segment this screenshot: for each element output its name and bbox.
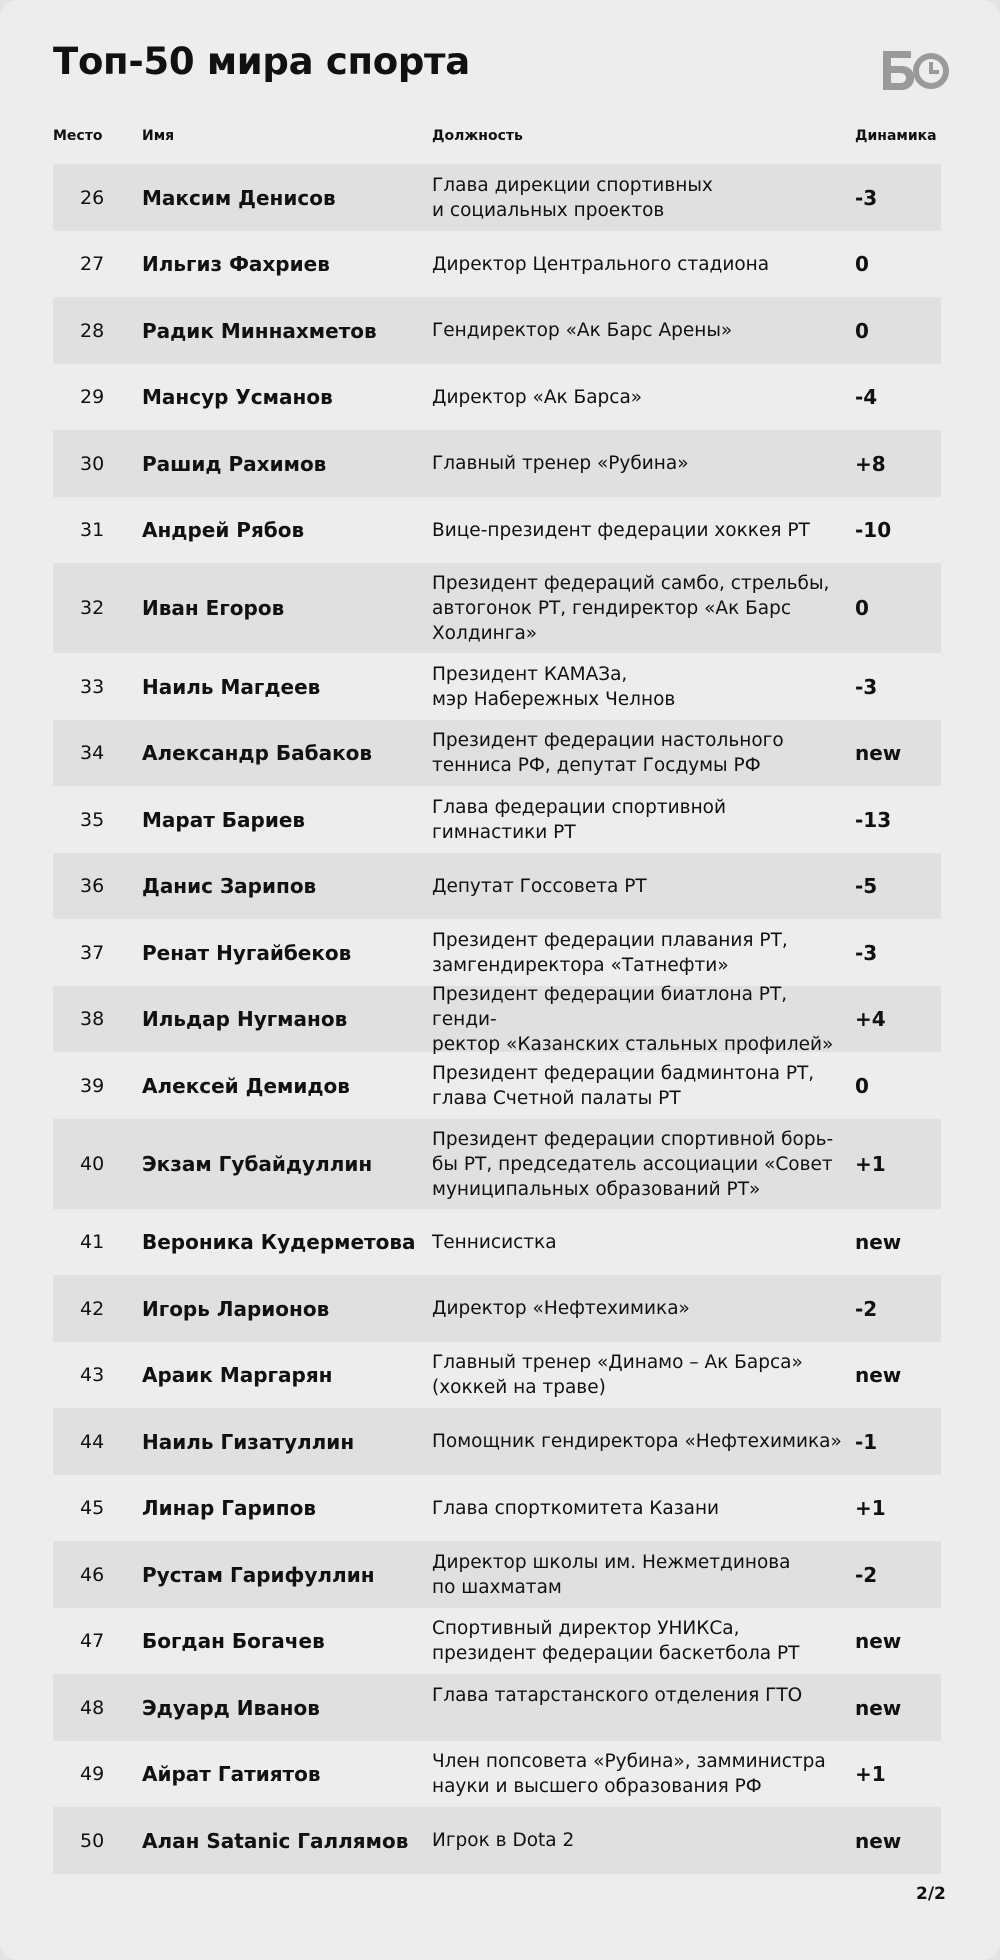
position-line: Главный тренер «Рубина» bbox=[432, 453, 689, 474]
position-cell bbox=[432, 1127, 855, 1202]
name-cell: Марат Бариев bbox=[142, 807, 306, 832]
table-row bbox=[53, 919, 941, 986]
dynamics-cell: 0 bbox=[855, 252, 869, 276]
dynamics-cell: 0 bbox=[855, 318, 869, 343]
name-cell: Алан Satanic Галлямов bbox=[142, 1828, 409, 1853]
table-row bbox=[53, 1807, 941, 1874]
rank-cell: 40 bbox=[80, 1153, 105, 1175]
name-cell: Игорь Ларионов bbox=[142, 1296, 330, 1321]
name-cell: Эдуард Иванов bbox=[142, 1695, 320, 1720]
rank-cell: 26 bbox=[80, 186, 105, 209]
rank-cell: 36 bbox=[80, 875, 105, 897]
dynamics-cell: -1 bbox=[855, 1429, 878, 1454]
table-row bbox=[53, 563, 941, 653]
table-row bbox=[53, 1275, 941, 1342]
name-cell: Богдан Богачев bbox=[142, 1629, 325, 1653]
table-row bbox=[53, 297, 941, 364]
dynamics-cell: -3 bbox=[855, 185, 878, 210]
position-cell bbox=[432, 1683, 855, 1733]
name-cell: Наиль Магдеев bbox=[142, 674, 321, 699]
table-row bbox=[53, 364, 941, 430]
position-line: мэр Набережных Челнов bbox=[432, 688, 676, 710]
rank-cell: 47 bbox=[80, 1630, 105, 1652]
name-cell: Айрат Гатиятов bbox=[142, 1762, 321, 1786]
position-line: Директор школы им. Нежметдинова bbox=[432, 1551, 791, 1573]
position-line: Глава татарстанского отделения ГТО bbox=[432, 1684, 803, 1706]
position-line: Президент федерации спортивной борь- bbox=[432, 1128, 834, 1150]
rank-cell: 38 bbox=[80, 1008, 105, 1030]
position-cell bbox=[432, 1828, 855, 1853]
position-line: автогонок РТ, гендиректор «Ак Барс bbox=[432, 597, 792, 619]
rank-cell: 33 bbox=[80, 675, 105, 698]
position-line: ректор «Казанских стальных профилей» bbox=[432, 1033, 834, 1055]
dynamics-cell: new bbox=[855, 1629, 902, 1653]
position-cell bbox=[432, 1061, 855, 1111]
position-cell bbox=[432, 1616, 855, 1666]
table-row bbox=[53, 164, 941, 231]
name-cell: Ильдар Нугманов bbox=[142, 1007, 348, 1031]
rank-cell: 35 bbox=[80, 808, 105, 831]
rank-cell: 43 bbox=[80, 1364, 105, 1386]
dynamics-cell: 0 bbox=[855, 1073, 869, 1098]
table-row bbox=[53, 1052, 941, 1119]
name-cell: Радик Миннахметов bbox=[142, 318, 377, 343]
rank-cell: 48 bbox=[80, 1696, 105, 1719]
table-row bbox=[53, 1674, 941, 1741]
position-line: Директор «Ак Барса» bbox=[432, 386, 643, 408]
table-row bbox=[53, 1408, 941, 1475]
position-cell bbox=[432, 1429, 855, 1454]
name-cell: Андрей Рябов bbox=[142, 518, 305, 542]
name-cell: Наиль Гизатуллин bbox=[142, 1429, 355, 1454]
name-cell: Линар Гарипов bbox=[142, 1496, 317, 1520]
position-cell bbox=[432, 982, 855, 1057]
dynamics-cell: -10 bbox=[855, 518, 892, 542]
position-line: (хоккей на траве) bbox=[432, 1377, 606, 1398]
position-line: Вице-президент федерации хоккея РТ bbox=[432, 519, 810, 541]
name-cell: Мансур Усманов bbox=[142, 385, 333, 409]
position-cell bbox=[432, 1749, 855, 1799]
position-line: замгендиректора «Татнефти» bbox=[432, 954, 729, 976]
position-line: Спортивный директор УНИКСа, bbox=[432, 1618, 740, 1639]
position-line: Глава дирекции спортивных bbox=[432, 174, 713, 196]
table-row bbox=[53, 720, 941, 786]
name-cell: Максим Денисов bbox=[142, 185, 336, 210]
dynamics-cell: -2 bbox=[855, 1562, 878, 1587]
position-line: Президент федераций самбо, стрельбы, bbox=[432, 572, 830, 594]
position-line: Холдинга» bbox=[432, 622, 538, 644]
position-line: Директор «Нефтехимика» bbox=[432, 1298, 690, 1319]
name-cell: Александр Бабаков bbox=[142, 741, 373, 765]
position-line: бы РТ, председатель ассоциации «Совет bbox=[432, 1153, 833, 1175]
page-indicator: 2/2 bbox=[916, 1884, 946, 1904]
position-cell bbox=[432, 662, 855, 712]
table-row bbox=[53, 1209, 941, 1275]
table-row bbox=[53, 983, 941, 1055]
position-line: Президент федерации плавания РТ, bbox=[432, 929, 788, 951]
column-header-name: Имя bbox=[142, 128, 175, 144]
position-line bbox=[432, 1708, 855, 1733]
table-row bbox=[53, 1342, 941, 1408]
name-cell: Араик Маргарян bbox=[142, 1363, 333, 1387]
dynamics-cell: +1 bbox=[855, 1762, 886, 1786]
rank-cell: 30 bbox=[80, 452, 105, 475]
dynamics-cell: 0 bbox=[855, 596, 869, 620]
dynamics-cell: new bbox=[855, 1695, 902, 1720]
table-row bbox=[53, 653, 941, 720]
position-line: Член попсовета «Рубина», замминистра bbox=[432, 1751, 826, 1772]
position-line: муниципальных образований РТ» bbox=[432, 1178, 761, 1200]
position-cell bbox=[432, 518, 855, 543]
position-line: тенниса РФ, депутат Госдумы РФ bbox=[432, 755, 761, 776]
position-line: Депутат Госсовета РТ bbox=[432, 875, 647, 897]
table-row bbox=[53, 497, 941, 563]
position-cell bbox=[432, 1296, 855, 1321]
dynamics-cell: +1 bbox=[855, 1152, 886, 1176]
rank-cell: 44 bbox=[80, 1430, 105, 1453]
position-line: Гендиректор «Ак Барс Арены» bbox=[432, 320, 733, 341]
position-cell bbox=[432, 173, 855, 223]
position-cell bbox=[432, 385, 855, 410]
name-cell: Данис Зарипов bbox=[142, 874, 317, 898]
rank-cell: 32 bbox=[80, 597, 105, 619]
table-row bbox=[53, 786, 941, 853]
table-row bbox=[53, 1608, 941, 1674]
position-cell bbox=[432, 318, 855, 343]
rank-cell: 42 bbox=[80, 1297, 105, 1320]
position-line: Глава спорткомитета Казани bbox=[432, 1497, 720, 1519]
name-cell: Ильгиз Фахриев bbox=[142, 252, 330, 276]
position-cell bbox=[432, 728, 855, 778]
position-cell bbox=[432, 571, 855, 646]
table-row bbox=[53, 1475, 941, 1541]
ranking-table bbox=[53, 164, 941, 1874]
table-row bbox=[53, 1541, 941, 1608]
bo-logo-icon bbox=[881, 48, 949, 92]
position-cell bbox=[432, 795, 855, 845]
dynamics-cell: -3 bbox=[855, 940, 878, 965]
dynamics-cell: new bbox=[855, 741, 902, 765]
rank-cell: 31 bbox=[80, 519, 105, 541]
table-row bbox=[53, 853, 941, 919]
position-line: Помощник гендиректора «Нефтехимика» bbox=[432, 1431, 842, 1452]
dynamics-cell: new bbox=[855, 1363, 902, 1387]
rank-cell: 46 bbox=[80, 1563, 105, 1586]
position-line: Теннисистка bbox=[432, 1231, 557, 1253]
column-header-dynamics: Динамика bbox=[855, 128, 937, 144]
rank-cell: 39 bbox=[80, 1074, 105, 1097]
dynamics-cell: -13 bbox=[855, 807, 892, 832]
dynamics-cell: new bbox=[855, 1828, 902, 1853]
position-cell bbox=[432, 928, 855, 978]
dynamics-cell: -3 bbox=[855, 674, 878, 699]
rank-cell: 27 bbox=[80, 253, 105, 275]
table-header bbox=[53, 128, 943, 150]
rank-cell: 37 bbox=[80, 941, 105, 964]
rank-cell: 50 bbox=[80, 1829, 105, 1852]
rank-cell: 28 bbox=[80, 319, 105, 342]
position-cell bbox=[432, 451, 855, 476]
dynamics-cell: +4 bbox=[855, 1007, 886, 1031]
name-cell: Ренат Нугайбеков bbox=[142, 940, 352, 965]
rank-cell: 45 bbox=[80, 1497, 105, 1519]
position-cell bbox=[432, 1496, 855, 1521]
position-line: Директор Центрального стадиона bbox=[432, 253, 770, 275]
dynamics-cell: -4 bbox=[855, 385, 878, 409]
dynamics-cell: +8 bbox=[855, 451, 886, 476]
rank-cell: 49 bbox=[80, 1763, 105, 1785]
position-line: по шахматам bbox=[432, 1576, 562, 1598]
dynamics-cell: -2 bbox=[855, 1296, 878, 1321]
column-header-position: Должность bbox=[432, 128, 523, 144]
name-cell: Рустам Гарифуллин bbox=[142, 1562, 375, 1587]
position-line: глава Счетной палаты РТ bbox=[432, 1087, 681, 1109]
position-cell bbox=[432, 874, 855, 899]
table-row bbox=[53, 1119, 941, 1209]
position-line: Президент федерации биатлона РТ, генди- bbox=[432, 983, 788, 1030]
table-row bbox=[53, 430, 941, 497]
name-cell: Вероника Кудерметова bbox=[142, 1230, 416, 1254]
name-cell: Экзам Губайдуллин bbox=[142, 1152, 373, 1176]
position-cell bbox=[432, 1230, 855, 1255]
position-cell bbox=[432, 252, 855, 277]
dynamics-cell: -5 bbox=[855, 874, 878, 898]
name-cell: Рашид Рахимов bbox=[142, 451, 327, 476]
position-line: Главный тренер «Динамо – Ак Барса» bbox=[432, 1352, 803, 1373]
position-line: Игрок в Dota 2 bbox=[432, 1830, 575, 1851]
position-line: и социальных проектов bbox=[432, 199, 665, 221]
position-line: Президент федерации бадминтона РТ, bbox=[432, 1062, 815, 1084]
position-line: президент федерации баскетбола РТ bbox=[432, 1643, 800, 1664]
table-row bbox=[53, 1741, 941, 1807]
position-cell bbox=[432, 1550, 855, 1600]
position-line: Президент федерации настольного bbox=[432, 730, 784, 751]
position-line: Президент КАМАЗа, bbox=[432, 663, 628, 685]
column-header-rank: Место bbox=[53, 128, 103, 144]
page-title: Топ-50 мира спорта bbox=[53, 40, 470, 83]
rank-cell: 29 bbox=[80, 386, 105, 408]
name-cell: Иван Егоров bbox=[142, 596, 285, 620]
position-cell bbox=[432, 1350, 855, 1400]
position-line: науки и высшего образования РФ bbox=[432, 1776, 762, 1797]
dynamics-cell: new bbox=[855, 1230, 902, 1254]
position-line: гимнастики РТ bbox=[432, 821, 576, 843]
position-line: Глава федерации спортивной bbox=[432, 796, 727, 818]
rank-cell: 41 bbox=[80, 1231, 105, 1253]
rank-cell: 34 bbox=[80, 742, 105, 764]
table-row bbox=[53, 231, 941, 297]
dynamics-cell: +1 bbox=[855, 1496, 886, 1520]
name-cell: Алексей Демидов bbox=[142, 1073, 350, 1098]
